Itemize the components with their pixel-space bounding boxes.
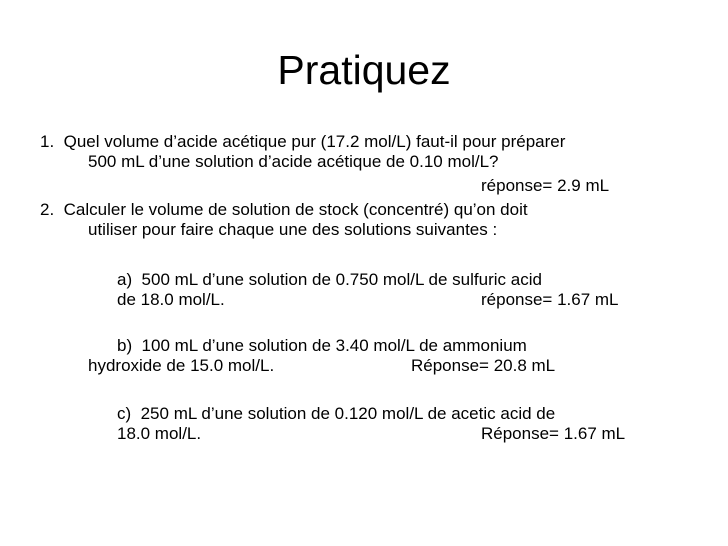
- slide-title: Pratiquez: [277, 47, 451, 93]
- part-b-answer: Réponse= 20.8 mL: [411, 356, 556, 375]
- question-2-line-1: 2. Calculer le volume de solution de stock (concentré) qu’on doit: [40, 200, 528, 219]
- question-1-line-2: 500 mL d’une solution d’acide acétique de 0.10 mol/L?: [88, 152, 499, 171]
- question-1-answer: réponse= 2.9 mL: [481, 176, 610, 195]
- part-a-answer: réponse= 1.67 mL: [481, 290, 619, 309]
- part-b-line-1: b) 100 mL d’une solution de 3.40 mol/L de ammonium: [117, 336, 527, 355]
- part-c-line-2: 18.0 mol/L.: [117, 424, 202, 443]
- part-a-line-2: de 18.0 mol/L.: [117, 290, 225, 309]
- part-b-line-2: hydroxide de 15.0 mol/L.: [88, 356, 275, 375]
- part-a-line-1: a) 500 mL d’une solution de 0.750 mol/L de sulfuric acid: [117, 270, 542, 289]
- question-2-line-2: utiliser pour faire chaque une des solutions suivantes :: [88, 220, 498, 239]
- question-1-line-1: 1. Quel volume d’acide acétique pur (17.2 mol/L) faut-il pour préparer: [40, 132, 566, 151]
- part-c-answer: Réponse= 1.67 mL: [481, 424, 626, 443]
- part-c-line-1: c) 250 mL d’une solution de 0.120 mol/L de acetic acid de: [117, 404, 556, 423]
